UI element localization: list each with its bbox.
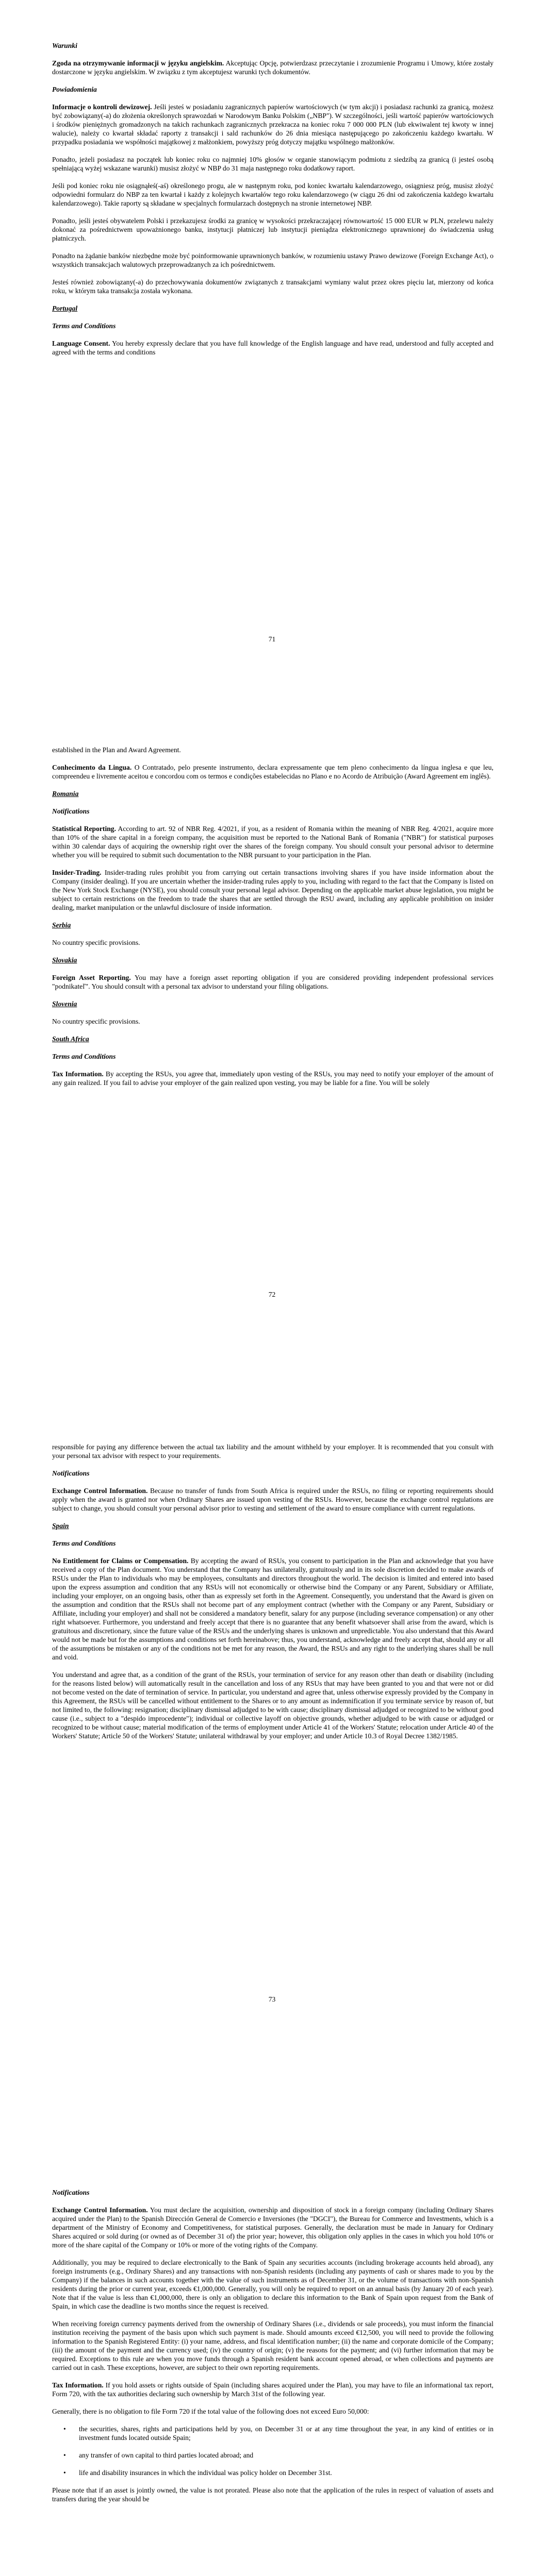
paragraph [52, 763, 493, 781]
paragraph-text: Insider-trading rules prohibit you from carrying out certain transactions involving shares if you have inside information about the Company (insider dealing). If you are uncertain whether the insider-trading rules apply to you, including with regard to the fact that the Company is listed on the New York Stock Exchange (NYSE), you should consult your personal legal advisor. Depending on the applicable market abuse legislation, you might be subject to certain restrictions on the freedom to trade the shares that are settled through the RSU award, including any applicable prohibition on insider dealing, market manipulation or the unlawful disclosure of inside information. [52, 869, 493, 911]
page-content [52, 745, 493, 1096]
paragraph-lead: Conhecimento da Lingua. [52, 764, 132, 771]
paragraph [52, 181, 493, 208]
paragraph-lead: Zgoda na otrzymywanie informacji w języku angielskim. [52, 59, 224, 67]
page-number: 73 [268, 1995, 276, 2003]
country-heading: Slovakia [52, 956, 77, 964]
country-heading: Serbia [52, 921, 71, 929]
paragraph [52, 1017, 493, 1026]
paragraph-lead: Insider-Trading. [52, 869, 102, 876]
paragraph-text: Please note that if an asset is jointly owned, the value is not prorated. Please also note that the application of the rules in respect of valuation of assets and transfers during the year should be [52, 2486, 493, 2503]
paragraph-text: established in the Plan and Award Agreement. [52, 746, 181, 754]
paragraph [52, 1443, 493, 1460]
paragraph-text: Ponadto na żądanie banków niezbędne może być poinformowanie uprawnionych banków, w rozumieniu ustawy Prawo dewizowe (Foreign Exchange Act), o wszystkich transakcjach walutowych przeprowadzanych za ich pośrednictwem. [52, 252, 493, 268]
country-heading: Slovenia [52, 1000, 77, 1008]
paragraph [52, 1670, 493, 1740]
paragraph [52, 2206, 493, 2249]
bullet-icon: • [63, 2451, 66, 2459]
paragraph-text: By accepting the RSUs, you agree that, immediately upon vesting of the RSUs, you may need to notify your employer of the amount of any gain realized. If you fail to advise your employer of the gain realized upon vesting, you may be liable for a fine. You will be solely [52, 1070, 493, 1087]
paragraph [52, 59, 493, 76]
page-content [52, 2188, 493, 2512]
paragraph [52, 938, 493, 947]
paragraph [52, 155, 493, 173]
paragraph-lead: Statistical Reporting. [52, 825, 116, 833]
paragraph-lead: Tax Information. [52, 2381, 104, 2389]
country-heading: South Africa [52, 1035, 89, 1043]
paragraph-text: O Contratado, pelo presente instrumento, declara expressamente que tem pleno conhecimento da língua inglesa e que leu, compreendeu e livremente aceitou e concordou com os termos e condições estabelecidas no Plano e no Acordo de Atribuição (Award Agreement em inglês). [52, 764, 493, 780]
document-page-72 [0, 703, 544, 1406]
list-item-text: the securities, shares, rights and participations held by you, on December 31 or at any time throughout the year, in any kind of entities or in investment funds located outside Spain; [79, 2425, 493, 2442]
bullet-icon: • [63, 2469, 66, 2477]
paragraph-text: Ponadto, jeżeli posiadasz na początek lub koniec roku co najmniej 10% głosów w organie stanowiącym podmiotu z siedzibą za granicą (i jesteś osobą spełniającą wyżej wskazane warunki) musisz złożyć w NBP do 31 maja następnego roku dodatkowy raport. [52, 156, 493, 172]
paragraph-lead: Informacje o kontroli dewizowej. [52, 103, 152, 111]
document-page-74 [0, 2110, 544, 2576]
paragraph-text: Jesteś również zobowiązany(-a) do przechowywania dokumentów związanych z transakcjami wymiany walut przez okres pięciu lat, mierzony od końca roku, w którym taka transakcja została wykonana. [52, 278, 493, 295]
paragraph-text: By accepting the award of RSUs, you consent to participation in the Plan and acknowledge that you have received a copy of the Plan document. You understand that the Company has unilaterally, gratuitously and in its sole discretion decided to make awards of RSUs under the Plan to individuals who may be employees, consultants and directors throughout the world. The decision is limited and entered into based upon the express assumption and condition that any RSUs will not economically or otherwise bind the Company or any Parent, Subsidiary or Affiliate, including your employer, on an ongoing basis, other than as expressly set forth in the Agreement. Consequently, you understand that the Award is given on the assumption and condition that the RSUs shall not become part of any employment contract (whether with the Company or any Parent, Subsidiary or Affiliate, including your employer) and shall not be considered a mandatory benefit, salary for any purpose (including severance compensation) or any other right whatsoever. Furthermore, you understand and freely accept that there is no guarantee that any benefit whatsoever shall arise from the award, which is gratuitous and discretionary, since the future value of the RSUs and the underlying shares is unknown and unpredictable. You also understand that this Award would not be made but for the assumptions and conditions set forth hereinabove; thus, you understand, acknowledge and freely accept that, should any or all of the assumptions be mistaken or any of the conditions not be met for any reason, the Award, the RSUs and any right to the underlying shares shall be null and void. [52, 1557, 493, 1661]
paragraph [52, 1486, 493, 1513]
paragraph [52, 103, 493, 146]
paragraph [52, 216, 493, 243]
list-item [63, 2425, 493, 2442]
paragraph-text: According to art. 92 of NBR Reg. 4/2021, if you, as a resident of Romania within the meaning of NBR Reg. 4/2021, acquire more than 10% of the share capital in a foreign company, the acquisition must be reported to the National Bank of Romania ("NBR") for statistical purposes within 30 calendar days of acquiring the ownership right over the shares of the foreign company. You should consult your personal advisor to determine whether you will be required to submit such documentation to the NBR pursuant to your participation in the Plan. [52, 825, 493, 859]
page-number: 72 [268, 1291, 276, 1298]
paragraph [52, 973, 493, 991]
paragraph-text: Generally, there is no obligation to file Form 720 if the total value of the following does not exceed Euro 50,000: [52, 2408, 369, 2415]
country-heading: Romania [52, 790, 79, 798]
paragraph-lead: Exchange Control Information. [52, 2206, 148, 2214]
section-heading: Terms and Conditions [52, 1539, 116, 1547]
paragraph-lead: No Entitlement for Claims or Compensation. [52, 1557, 189, 1565]
list-item-text: any transfer of own capital to third parties located abroad; and [79, 2451, 254, 2459]
list-item [63, 2451, 493, 2460]
document-page-73 [0, 1406, 544, 2110]
paragraph [52, 2486, 493, 2503]
paragraph-text: Additionally, you may be required to declare electronically to the Bank of Spain any securities accounts (including brokerage accounts held abroad), any foreign instruments (e.g., Ordinary Shares) and any transactions with non-Spanish residents (including any payments of cash or shares made to you by the Company) if the balances in such accounts together with the value of such instruments as of December 31, or the volume of transactions with non-Spanish residents during the prior or current year, exceeds €1,000,000. Generally, you will only be required to report on an annual basis (by January 20 of each year). Note that if the value is less than €1,000,000, there is only an obligation to declare this information to the Bank of Spain upon request from the Bank of Spain, in which case the deadline is two months since the request is received. [52, 2259, 493, 2310]
paragraph [52, 745, 493, 754]
paragraph-text: Jeśli pod koniec roku nie osiągnąłeś(-aś) określonego progu, ale w następnym roku, pod koniec kwartału kalendarzowego, osiągniesz próg, musisz złożyć odpowiedni formularz do NBP za ten kwartał i każdy z kolejnych kwartałów tego roku kalendarzowego (w ciągu 26 dni od zakończenia każdego kwartału kalendarzowego). Takie raporty są składane w specjalnych formularzach dostępnych na stronie internetowej NBP. [52, 182, 493, 207]
paragraph-text: Akceptując Opcję, potwierdzasz przeczytanie i zrozumienie Programu i Umowy, które zostały dostarczone w języku angielskim. W związku z tym akceptujesz warunki tych dokumentów. [52, 59, 493, 76]
paragraph [52, 2407, 493, 2416]
paragraph [52, 824, 493, 859]
paragraph-text: You may have a foreign asset reporting obligation if you are considered providing independent professional services "podnikateľ". You should consult with a personal tax advisor to understand your filing obligations. [52, 974, 493, 990]
country-heading: Portugal [52, 304, 78, 312]
paragraph-text: Because no transfer of funds from South Africa is required under the RSUs, no filing or reporting requirements should apply when the award is granted nor when Ordinary Shares are issued upon vesting of the RSUs. However, because the exchange control regulations are subject to change, you should consult your personal advisor prior to vesting and settlement of the award to ensure compliance with current regulations. [52, 1487, 493, 1512]
paragraph-lead: Language Consent. [52, 340, 110, 347]
section-heading: Notifications [52, 807, 90, 815]
page-number: 71 [268, 635, 276, 643]
paragraph-text: responsible for paying any difference between the actual tax liability and the amount withheld by your employer. It is recommended that you consult with your personal tax advisor with respect to your requirements. [52, 1443, 493, 1460]
paragraph [52, 339, 493, 357]
section-heading: Notifications [52, 2189, 90, 2196]
country-heading: Spain [52, 1522, 69, 1530]
paragraph-text: No country specific provisions. [52, 939, 140, 946]
paragraph [52, 1070, 493, 1087]
paragraph-lead: Foreign Asset Reporting. [52, 974, 131, 981]
paragraph-text: You hereby expressly declare that you have full knowledge of the English language and have read, understood and fully accepted and agreed with the terms and conditions [52, 340, 494, 356]
paragraph-text: You understand and agree that, as a condition of the grant of the RSUs, your termination of service for any reason other than death or disability (including for the reasons listed below) will automatically result in the cancellation and loss of any RSUs that may have been granted to you and that were not or did not become vested on the date of termination of service. In particular, you understand and agree that, unless otherwise expressly provided by the Company in this Agreement, the RSUs will be cancelled without entitlement to the Shares or to any amount as indemnification if you terminate service by reason of, but not limited to, the following: resignation; disciplinary dismissal adjudged to be with cause; disciplinary dismissal adjudged or recognized to be without good cause (i.e., subject to a "despido improcedente"); individual or collective layoff on objective grounds, whether adjudged to be with cause or adjudged or recognized to be without cause; material modification of the terms of employment under Article 41 of the Workers' Statute; relocation under Article 40 of the Workers' Statute; Article 50 of the Workers' Statute; unilateral withdrawal by your employer; and under Article 10.3 of Royal Decree 1382/1985. [52, 1671, 493, 1740]
bullet-list [52, 2425, 493, 2477]
paragraph-text: If you hold assets or rights outside of Spain (including shares acquired under the Plan), you may have to file an informational tax report, Form 720, with the tax authorities declaring such ownership by March 31st of the following year. [52, 2381, 494, 2398]
paragraph-text: You must declare the acquisition, ownership and disposition of stock in a foreign company (including Ordinary Shares acquired under the Plan) to the Spanish Dirección General de Comercio e Inversiones (the "DGCI"), the Bureau for Commerce and Investments, which is a department of the Ministry of Economy and Competitiveness, for statistical purposes. Generally, the declaration must be made in January for Ordinary Shares acquired or sold during (or owned as of December 31 of) the prior year; however, this obligation only applies in the cases in which you hold 10% or more of the share capital of the Company or 10% or more of the voting rights of the Company. [52, 2206, 493, 2249]
section-heading: Terms and Conditions [52, 1053, 116, 1060]
section-heading: Powiadomienia [52, 86, 97, 93]
paragraph-text: When receiving foreign currency payments derived from the ownership of Ordinary Shares (i.e., dividends or sale proceeds), you must inform the financial institution receiving the payment of the basis upon which such payment is made. Should amounts exceed €12,500, you will need to provide the following information to the Spanish Registered Entity: (i) your name, address, and fiscal identification number; (ii) the name and corporate domicile of the Company; (iii) the amount of the payment and the currency used; (iv) the country of origin; (v) the reasons for the payment; and (vi) further information that may be required. Exceptions to this rule are when you move funds through a Spanish resident bank account opened abroad, or when collections and payments are carried out in cash. These exceptions, however, are subject to their own reporting requirements. [52, 2320, 493, 2371]
paragraph [52, 2319, 493, 2372]
paragraph-text: Jeśli jesteś w posiadaniu zagranicznych papierów wartościowych (w tym akcji) i posiadasz rachunki za granicą, możesz być zobowiązany(-a) do złożenia określonych sprawozdań w Narodowym Banku Polskim („NBP"). W szczególności, jeśli wartość papierów wartościowych i środków pieniężnych gromadzonych na takich rachunkach zagranicznych przekracza na koniec roku 7 000 000 PLN (lub ekwiwalent tej kwoty w innej walucie), należy co kwartał składać raporty z transakcji i sald rachunków do 26 dnia miesiąca następującego po zakończeniu każdego kwartału. W przypadku posiadania we współności majątkowej z małżonkiem, powyższy próg dotyczy majątku wspólnego małżonków. [52, 103, 493, 146]
paragraph [52, 251, 493, 269]
paragraph [52, 1556, 493, 1662]
bullet-icon: • [63, 2425, 66, 2433]
paragraph [52, 2258, 493, 2311]
paragraph [52, 868, 493, 912]
document-page-71 [0, 0, 544, 703]
section-heading: Terms and Conditions [52, 322, 116, 330]
page-content [52, 1443, 493, 1749]
section-heading: Warunki [52, 42, 77, 49]
paragraph [52, 2381, 493, 2398]
paragraph-text: Ponadto, jeśli jesteś obywatelem Polski i przekazujesz środki za granicę w wysokości przekraczającej równowartość 15 000 EUR w PLN, przelewu należy dokonać za pośrednictwem upoważnionego banku, instytucji płatniczej lub instytucji pieniądza elektronicznego uprawnionej do świadczenia usług płatniczych. [52, 217, 493, 242]
list-item [63, 2468, 493, 2477]
paragraph-text: No country specific provisions. [52, 1018, 140, 1025]
paragraph-lead: Tax Information. [52, 1070, 104, 1078]
page-content [52, 41, 493, 365]
section-heading: Notifications [52, 1469, 90, 1477]
list-item-text: life and disability insurances in which the individual was policy holder on December 31st. [79, 2469, 332, 2477]
paragraph [52, 278, 493, 295]
paragraph-lead: Exchange Control Information. [52, 1487, 148, 1495]
